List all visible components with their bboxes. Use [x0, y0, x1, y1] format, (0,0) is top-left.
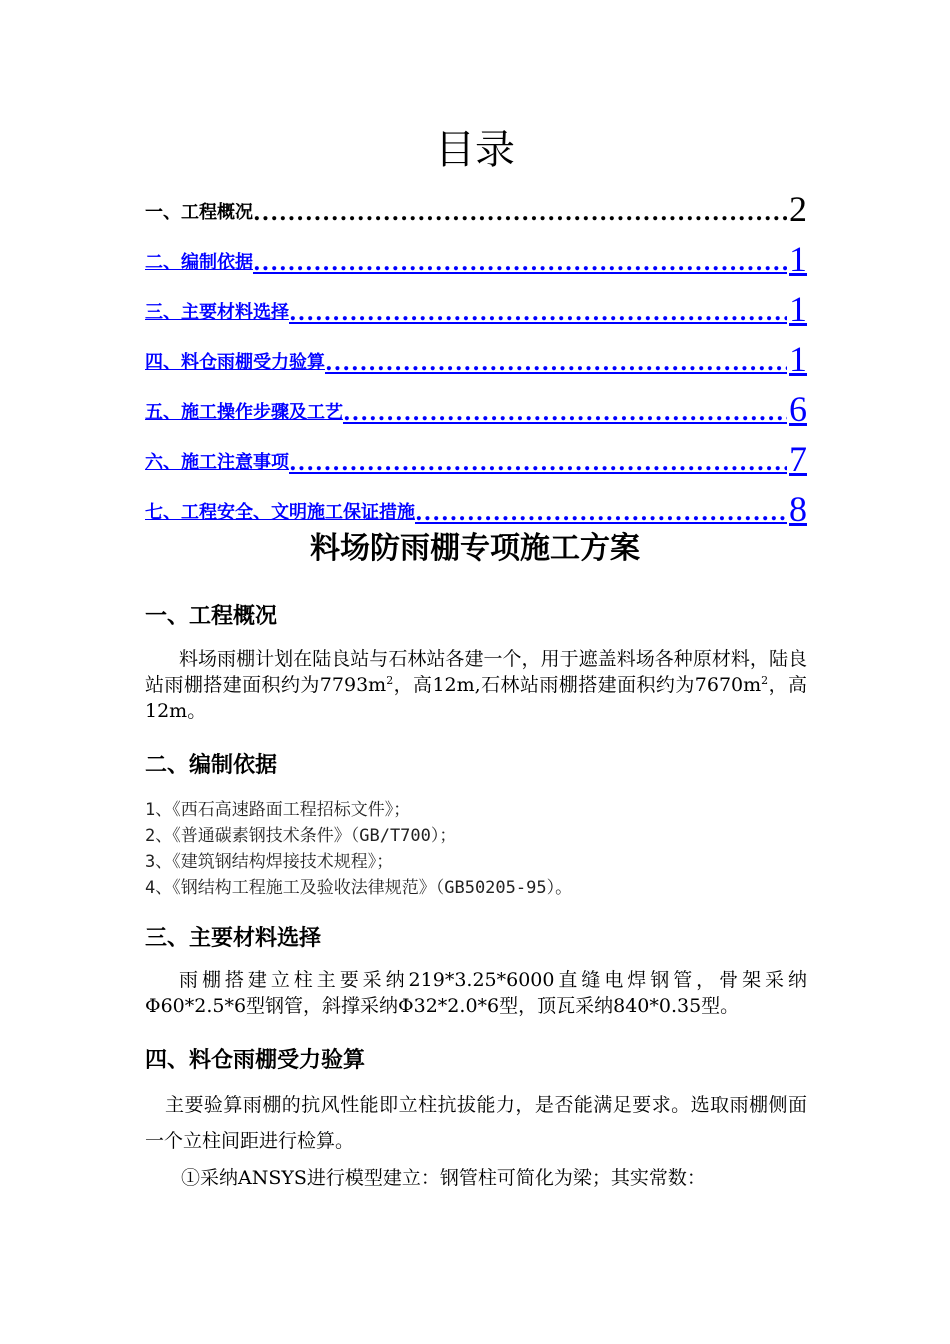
section-verification-text: 主要验算雨棚的抗风性能即立柱抗拔能力，是否能满足要求。选取雨棚侧面一个立柱间距进行检算。 — [145, 1094, 807, 1152]
toc-page-number: 2 — [789, 189, 807, 229]
toc-entry-7[interactable] — [145, 480, 807, 530]
table-of-contents — [145, 180, 807, 530]
superscript-2: 2 — [761, 674, 769, 687]
toc-leader-dots — [253, 252, 787, 280]
toc-page-number: 7 — [789, 439, 807, 479]
list-item: 4、《钢结构工程施工及验收法律规范》（GB50205-95）。 — [145, 878, 573, 898]
toc-leader-dots — [415, 502, 787, 530]
toc-entry-label: 五、施工操作步骤及工艺 — [145, 402, 343, 423]
toc-entry-4[interactable] — [145, 330, 807, 380]
toc-leader-dots — [289, 452, 787, 480]
section-verification-step: ①采纳ANSYS进行模型建立：钢管柱可简化为梁；其实常数： — [181, 1167, 706, 1189]
toc-entry-5[interactable] — [145, 380, 807, 430]
overview-text-part: ，高12m。 — [145, 674, 807, 722]
toc-entry-label: 三、主要材料选择 — [145, 302, 289, 323]
toc-entry-label: 二、编制依据 — [145, 252, 253, 273]
toc-entry-3[interactable] — [145, 280, 807, 330]
toc-entry-label: 四、料仓雨棚受力验算 — [145, 352, 325, 373]
section-heading-materials: 三、主要材料选择 — [145, 926, 322, 951]
toc-leader-dots — [253, 202, 787, 230]
overview-text-part: ，高12m,石林站雨棚搭建面积约为7670m — [393, 674, 762, 696]
toc-page-number: 8 — [789, 489, 807, 529]
document-title: 料场防雨棚专项施工方案 — [310, 531, 640, 566]
section-heading-verification: 四、料仓雨棚受力验算 — [145, 1048, 366, 1073]
section-materials-text: 雨棚搭建立柱主要采纳219*3.25*6000直缝电焊钢管，骨架采纳Φ60*2.5*6型钢管，斜撑采纳Φ32*2.0*6型，顶瓦采纳840*0.35型。 — [145, 969, 807, 1017]
toc-leader-dots — [289, 302, 787, 330]
list-item: 3、《建筑钢结构焊接技术规程》； — [145, 852, 394, 872]
toc-page-number: 1 — [789, 239, 807, 279]
toc-entry-label: 一、工程概况 — [145, 202, 253, 223]
list-item: 2、《普通碳素钢技术条件》（GB/T700）； — [145, 826, 457, 846]
list-item: 1、《西石高速路面工程招标文件》； — [145, 800, 411, 820]
toc-entry-1[interactable] — [145, 180, 807, 230]
section-overview-text — [145, 646, 807, 724]
toc-entry-label: 六、施工注意事项 — [145, 452, 289, 473]
toc-leader-dots — [325, 352, 787, 380]
overview-text-part: 料场雨棚计划在陆良站与石林站各建一个，用于遮盖料场各种原材料，陆良站雨棚搭建面积约为7793m — [145, 648, 807, 696]
toc-entry-6[interactable] — [145, 430, 807, 480]
superscript-2: 2 — [386, 674, 394, 687]
toc-page-number: 6 — [789, 389, 807, 429]
toc-page-number: 1 — [789, 339, 807, 379]
section-heading-overview: 一、工程概况 — [145, 604, 278, 629]
toc-page-number: 1 — [789, 289, 807, 329]
toc-leader-dots — [343, 402, 787, 430]
toc-title: 目录 — [435, 127, 515, 173]
toc-entry-2[interactable] — [145, 230, 807, 280]
reference-list — [145, 797, 807, 901]
section-heading-basis: 二、编制依据 — [145, 753, 278, 778]
toc-entry-label: 七、工程安全、文明施工保证措施 — [145, 502, 415, 523]
